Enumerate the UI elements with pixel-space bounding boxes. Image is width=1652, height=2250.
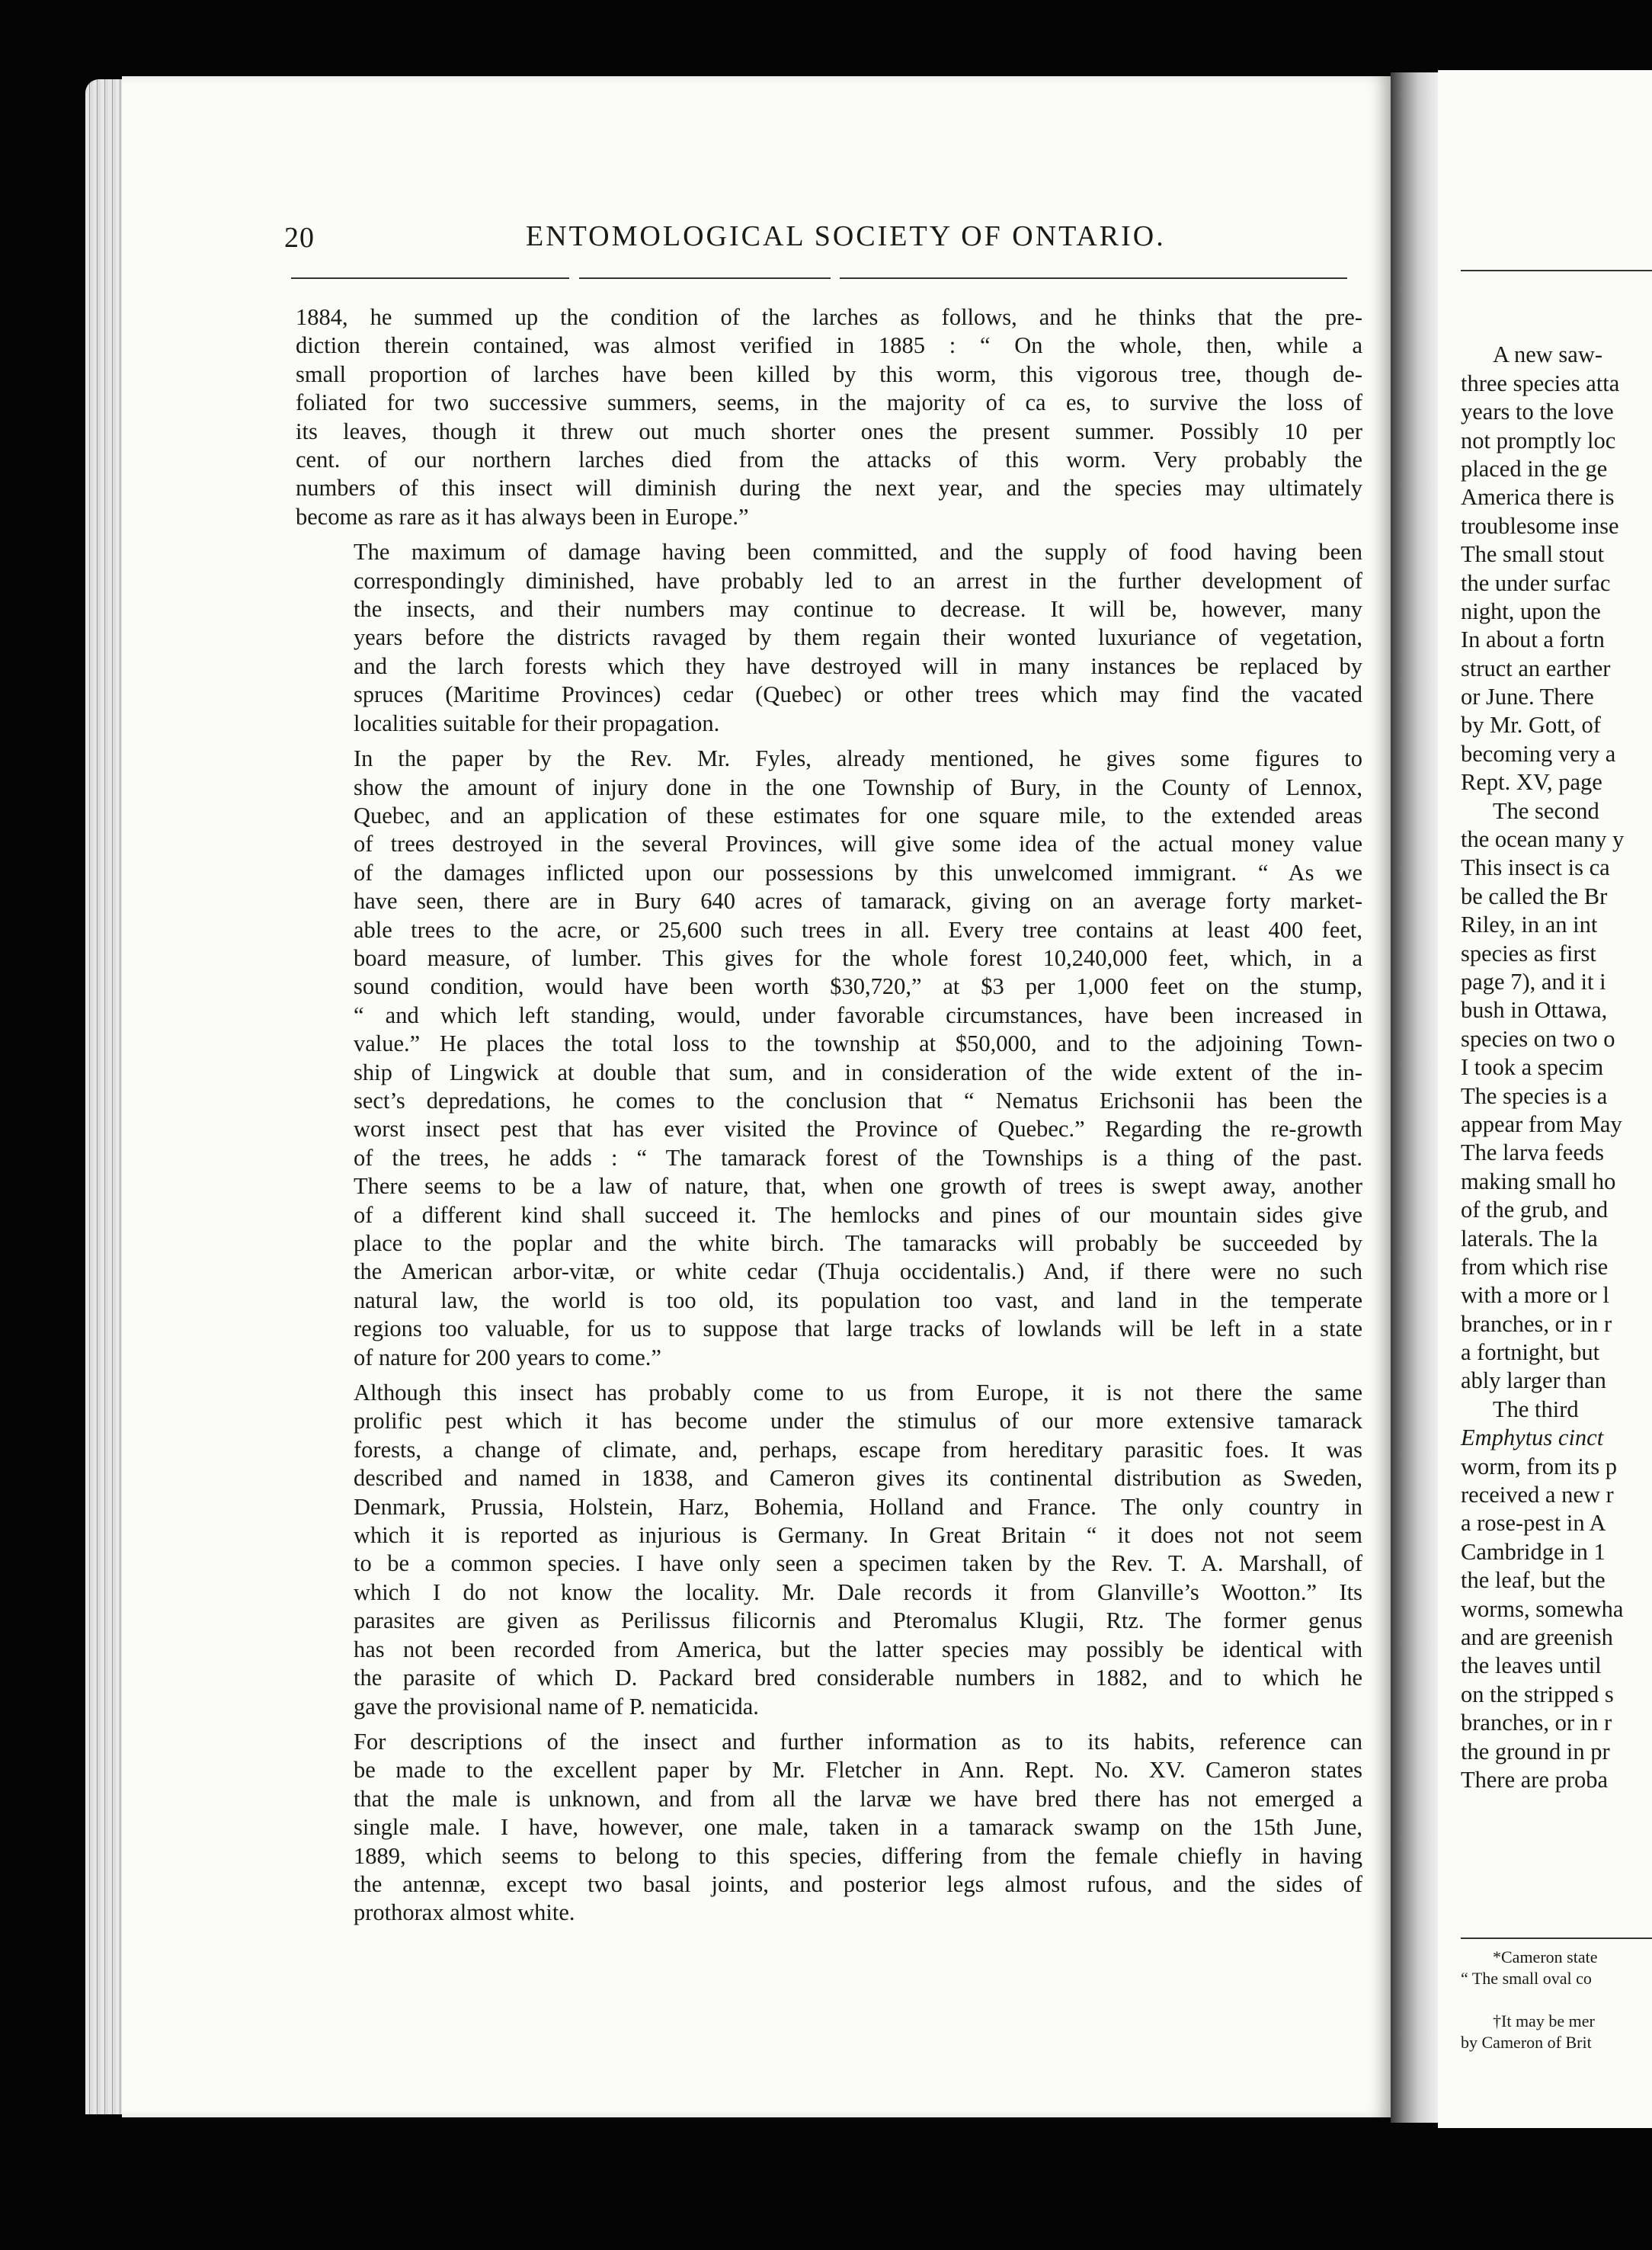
right-page-line: on the stripped s	[1461, 1681, 1614, 1707]
text-line: 1889, which seems to belong to this species, differing from the female chiefly in having	[354, 1842, 1362, 1869]
text-line: Denmark, Prussia, Holstein, Harz, Bohemia, Holland and France. The only country in	[354, 1493, 1362, 1520]
right-page-line: struct an earther	[1461, 655, 1611, 681]
right-page-footnote-rule	[1461, 1938, 1652, 1939]
text-line: regions too valuable, for us to suppose that large tracks of lowlands will be left in a state	[354, 1316, 1362, 1342]
right-page-line: bush in Ottawa,	[1461, 997, 1608, 1024]
text-line: the American arbor-vitæ, or white cedar (Thuja occidentalis.) And, if there were no such	[354, 1258, 1362, 1285]
right-page-line: making small ho	[1461, 1168, 1616, 1194]
text-line: numbers of this insect will diminish during the next year, and the species may ultimately	[296, 475, 1362, 502]
article-body	[296, 303, 1362, 1928]
text-line: the parasite of which D. Packard bred considerable numbers in 1882, and to which he	[354, 1665, 1362, 1691]
text-line: localities suitable for their propagation.	[354, 710, 720, 736]
right-page-line: The larva feeds	[1461, 1139, 1604, 1166]
right-page-line: placed in the ge	[1461, 455, 1608, 482]
right-page-footnote-line: *Cameron state	[1493, 1947, 1598, 1966]
text-line: be made to the excellent paper by Mr. Fletcher in Ann. Rept. No. XV. Cameron states	[354, 1757, 1362, 1784]
right-page-line: a fortnight, but	[1461, 1339, 1600, 1366]
right-page-line: species on two o	[1461, 1025, 1615, 1052]
text-line: correspondingly diminished, have probably led to an arrest in the further development of	[354, 567, 1362, 594]
paragraph-2	[296, 538, 1362, 738]
right-page-line: worms, somewha	[1461, 1595, 1624, 1622]
header-rule-right	[840, 277, 1347, 279]
text-line: parasites are given as Perilissus filicornis and Pteromalus Klugii, Rtz. The former genus	[354, 1607, 1362, 1634]
right-page-line: There are proba	[1461, 1766, 1609, 1793]
right-page-line: ably larger than	[1461, 1367, 1606, 1394]
right-page-line: three species atta	[1461, 370, 1620, 396]
right-page-line: The species is a	[1461, 1082, 1608, 1109]
text-line: forests, a change of climate, and, perhaps, escape from hereditary parasitic foes. It was	[354, 1436, 1362, 1463]
right-page-line: the ocean many y	[1461, 826, 1625, 853]
text-line: cent. of our northern larches died from the attacks of this worm. Very probably the	[296, 447, 1362, 473]
text-line: ship of Lingwick at double that sum, and in consideration of the wide extent of the in-	[354, 1059, 1362, 1085]
right-page-line: the ground in pr	[1461, 1738, 1610, 1764]
text-line: prothorax almost white.	[354, 1899, 575, 1926]
text-line: have seen, there are in Bury 640 acres of tamarack, giving on an average forty market-	[354, 888, 1362, 915]
text-line: which it is reported as injurious is Germany. In Great Britain “ it does not not seem	[354, 1522, 1362, 1549]
right-page-line: The third	[1493, 1396, 1579, 1422]
right-page-line: The second	[1493, 797, 1599, 824]
right-page-line: laterals. The la	[1461, 1225, 1598, 1252]
right-page-line: troublesome inse	[1461, 512, 1619, 539]
right-page-line: worm, from its p	[1461, 1453, 1618, 1479]
right-page-line: branches, or in r	[1461, 1710, 1612, 1736]
running-head: ENTOMOLOGICAL SOCIETY OF ONTARIO.	[526, 220, 1166, 252]
text-line: and the larch forests which they have destroyed will in many instances be replaced by	[354, 652, 1362, 679]
right-page-footnote-line: †It may be mer	[1493, 2011, 1595, 2030]
text-line: the antennæ, except two basal joints, and posterior legs almost rufous, and the sides of	[354, 1870, 1362, 1897]
right-page-line: Riley, in an int	[1461, 912, 1598, 938]
right-page-line: the leaves until	[1461, 1652, 1602, 1679]
right-page-line: received a new r	[1461, 1482, 1614, 1508]
text-line: of nature for 200 years to come.”	[354, 1344, 661, 1370]
right-page-line: species as first	[1461, 940, 1596, 966]
book-gutter	[1391, 72, 1438, 2123]
header-rule-left	[291, 277, 569, 279]
right-page-line: from which rise	[1461, 1253, 1609, 1280]
text-line: 1884, he summed up the condition of the larches as follows, and he thinks that the pre-	[296, 304, 1362, 330]
paragraph-5	[296, 1728, 1362, 1928]
right-page-line: becoming very a	[1461, 740, 1616, 767]
right-page-line: a rose-pest in A	[1461, 1510, 1606, 1537]
paragraph-1	[296, 303, 1362, 531]
text-line: described and named in 1838, and Cameron gives its continental distribution as Sweden,	[354, 1465, 1362, 1492]
text-line: prolific pest which it has become under the stimulus of our more extensive tamarack	[354, 1408, 1362, 1434]
right-page-footnote-line	[1438, 1989, 1652, 2011]
right-page-footnote-line: by Cameron of Brit	[1461, 2033, 1592, 2052]
header-rule-middle	[579, 277, 831, 279]
right-page-line: and are greenish	[1461, 1623, 1613, 1650]
text-line: of the trees, he adds : “ The tamarack forest of the Townships is a thing of the past.	[354, 1144, 1362, 1171]
text-line: Although this insect has probably come to us from Europe, it is not there the same	[354, 1380, 1362, 1406]
right-page-line: the leaf, but the	[1461, 1567, 1606, 1594]
text-line: of the damages inflicted upon our possessions by this unwelcomed immigrant. “ As we	[354, 859, 1362, 886]
text-line: The maximum of damage having been committed, and the supply of food having been	[354, 539, 1362, 566]
right-page-footnote-line: “ The small oval co	[1461, 1969, 1592, 1988]
right-page-line: with a more or l	[1461, 1282, 1609, 1309]
page-number: 20	[284, 222, 315, 254]
text-line: worst insect pest that has ever visited the Province of Quebec.” Regarding the re-growth	[354, 1116, 1362, 1143]
right-page	[1438, 70, 1652, 2128]
text-line: place to the poplar and the white birch. The tamaracks will probably be succeeded by	[354, 1230, 1362, 1256]
text-line: value.” He places the total loss to the township at $50,000, and to the adjoining Town-	[354, 1030, 1362, 1057]
right-page-line: Rept. XV, page	[1461, 769, 1602, 796]
right-page-header-rule	[1461, 270, 1652, 271]
right-page-line: In about a fortn	[1461, 627, 1605, 653]
right-page-line: This insect is ca	[1461, 854, 1610, 881]
text-line: “ and which left standing, would, under favorable circumstances, have been increased in	[354, 1002, 1362, 1028]
right-page-text	[1438, 312, 1652, 1794]
text-line: In the paper by the Rev. Mr. Fyles, already mentioned, he gives some figures to	[354, 745, 1362, 772]
right-page-line: be called the Br	[1461, 883, 1608, 909]
text-line: to be a common species. I have only seen a specimen taken by the Rev. T. A. Marshall, of	[354, 1550, 1362, 1577]
right-page-line: page 7), and it i	[1461, 968, 1606, 995]
right-page-line: The small stout	[1461, 541, 1605, 568]
right-page-line: Emphytus cinct	[1461, 1425, 1604, 1451]
text-line: of a different kind shall succeed it. The hemlocks and pines of our mountain sides give	[354, 1201, 1362, 1228]
text-line: become as rare as it has always been in Europe.”	[296, 503, 749, 530]
text-line: diction therein contained, was almost verified in 1885 : “ On the whole, then, while a	[296, 332, 1362, 359]
right-page-line: appear from May	[1461, 1111, 1622, 1137]
right-page-line: I took a specim	[1461, 1054, 1604, 1081]
text-line: the insects, and their numbers may continue to decrease. It will be, however, many	[354, 596, 1362, 623]
text-line: small proportion of larches have been killed by this worm, this vigorous tree, though de-	[296, 361, 1362, 387]
text-line: show the amount of injury done in the one Township of Bury, in the County of Lennox,	[354, 774, 1362, 800]
text-line: sound condition, would have been worth $30,720,” at $3 per 1,000 feet on the stump,	[354, 973, 1362, 1000]
text-line: natural law, the world is too old, its population too vast, and land in the temperate	[354, 1287, 1362, 1313]
text-line: spruces (Maritime Provinces) cedar (Quebec) or other trees which may find the vacated	[354, 681, 1362, 708]
text-line: board measure, of lumber. This gives for the whole forest 10,240,000 feet, which, in a	[354, 944, 1362, 971]
right-page-line: by Mr. Gott, of	[1461, 712, 1601, 739]
right-page-line: branches, or in r	[1461, 1310, 1612, 1337]
text-line: sect’s depredations, he comes to the conclusion that “ Nematus Erichsonii has been the	[354, 1087, 1362, 1114]
right-page-footnotes	[1438, 1947, 1652, 2053]
text-line: gave the provisional name of P. nematicida.	[354, 1693, 759, 1720]
paragraph-4	[296, 1379, 1362, 1721]
right-page-line: of the grub, and	[1461, 1197, 1609, 1223]
right-page-line: not promptly loc	[1461, 427, 1616, 454]
text-line: single male. I have, however, one male, taken in a tamarack swamp on the 15th June,	[354, 1814, 1362, 1841]
text-line: has not been recorded from America, but the latter species may possibly be identical with	[354, 1636, 1362, 1662]
right-page-line: Cambridge in 1	[1461, 1538, 1606, 1565]
text-line: which I do not know the locality. Mr. Dale records it from Glanville’s Wootton.” Its	[354, 1579, 1362, 1605]
text-line: able trees to the acre, or 25,600 such trees in all. Every tree contains at least 400 feet,	[354, 916, 1362, 943]
text-line: There seems to be a law of nature, that, when one growth of trees is swept away, another	[354, 1173, 1362, 1200]
right-page-line: A new saw-	[1493, 341, 1602, 368]
text-line: years before the districts ravaged by them regain their wonted luxuriance of vegetation,	[354, 624, 1362, 651]
right-page-line: night, upon the	[1461, 598, 1601, 624]
paragraph-3	[296, 745, 1362, 1372]
right-page-line: or June. There	[1461, 684, 1594, 710]
text-line: For descriptions of the insect and further information as to its habits, reference can	[354, 1728, 1362, 1755]
right-page-line	[1438, 312, 1652, 341]
text-line: its leaves, though it threw out much shorter ones the present summer. Possibly 10 per	[296, 418, 1362, 444]
right-page-line: years to the love	[1461, 399, 1614, 425]
text-line: foliated for two successive summers, seems, in the majority of ca es, to survive the loss of	[296, 389, 1362, 416]
text-line: that the male is unknown, and from all the larvæ we have bred there has not emerged a	[354, 1785, 1362, 1812]
text-line: of trees destroyed in the several Provinces, will give some idea of the actual money value	[354, 831, 1362, 857]
right-page-line: America there is	[1461, 484, 1615, 511]
text-line: Quebec, and an application of these estimates for one square mile, to the extended areas	[354, 802, 1362, 829]
right-page-line: the under surfac	[1461, 569, 1611, 596]
